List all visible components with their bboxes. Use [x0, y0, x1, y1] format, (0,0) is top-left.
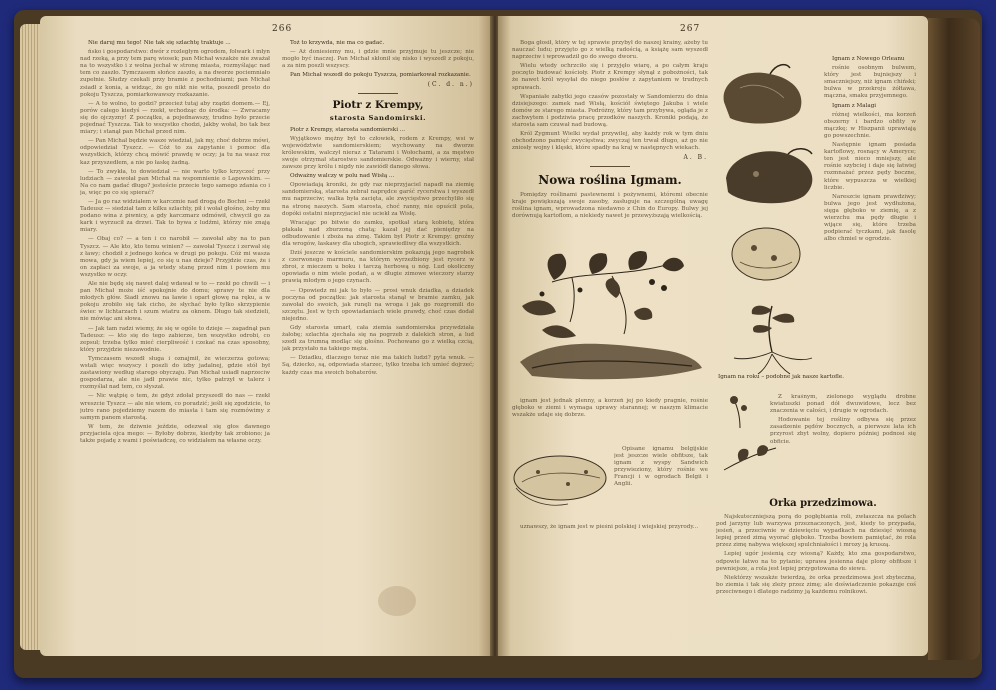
body-text: Gdy starosta umarł, cała ziemia sandomierska przywdziała żałobę; szlachta zjechała się na pogrzeb z dalekich stron, a lud szedł za trumną modląc się głośno. Pochowano go z wielką czcią, jak przystało na takiego męża.	[282, 325, 474, 353]
page-number-left: 266	[272, 24, 293, 34]
ignam-malaga-illustration	[716, 140, 828, 212]
body-text: — Opowiedz mi jak to było — prosi wnuk dziadka, a dziadek poczyna od początku: jak starosta stanął w bramie zamku, jak zawołał do swoich, jak runęli na wroga i jak go rozgromili do szczętu. Jest w tych opowiadaniach wiele prawdy, choć czas dodał niejedno.	[282, 287, 474, 322]
article-title: Piotr z Krempy,	[332, 98, 424, 111]
story-line: Nie daruj mu tego! Nie tak się szlachtę traktuje ...	[88, 40, 231, 46]
body-text: Król Zygmunt Wielki wydał przywilej, aby każdy rok w tym dniu obchodzono pamięć zwycięstwa; zwyczaj ten trwał długo, aż go nie zniosły wojny i klęski, które spadły na kraj w następnych wiekach.	[512, 131, 708, 152]
paper-stain	[378, 586, 416, 616]
body-text: — A to wolno, to godzi? przecież tutaj aby rządzi domem.— Ej, porów całego kiedyś — rzekł, wchodząc do środka: — Zwracamy się do ojczyzny! Z początku, a pojednawszy, trudno było przecie pojednać Tyszcza. Tak to wszystko chodzi, jakby wołał, bo tak bez miary; i stanął pan Michał przed nim.	[80, 100, 270, 136]
left-page-column-1	[80, 40, 270, 630]
article-line: Piotr z Krempy, starosta sandomierski ...	[290, 126, 406, 133]
body-text: — Obaj co? — a ten i co narobił — zawołał aby na to pan Tyszcz. — Ale kto, kto temu winien? — zawołał Tyszcz i zerwał się z ławy; chodził z jednego końca w drugi po pokoju. Cóż mi wasza mowa, gdy ja wiem lepiej, co się u nas dzieje? Przyjdzie czas, że i on zapłaci za swoje, a ja wtedy stanę przed nim i powiem mu wszystko w oczy.	[80, 236, 270, 278]
body-text: Ale nie będę się nawet dalej wdawał w to — rzekł po chwili — i pan Michał może iść spokojnie do domu; sprawy te nie dla młodych głów. Siadł znowu na ławie i oparł głowę na ręku, a w pokoju zrobiło się tak cicho, że słychać było tylko skrzypienie świec w lichtarzach i szum wiatru za oknem. Długo tak siedzieli, nie mówiąc ani słowa.	[80, 281, 270, 323]
body-text: ńsko i gospodarstwo: dwór z rozległym ogrodem, folwark i młyn nad rzeką, a przy tem parę wiosek; pan Michał wszakże nie zważał na to wszystko i z wolna jechał w stronę miasta, rozmyślając nad tem co zaszło. Tymczasem słońce zaszło, a na dworze pociemniało zupełnie. Słudzy czekali przy bramie z pochodniami; pan Michał zsiadł z konia, a widząc, że go nikt nie wita, poszedł prosto do pokoju Tyszcza, pomiarkowawszy rozkazanie.	[80, 49, 270, 98]
right-page-column-1-mid	[512, 398, 708, 436]
divider	[358, 93, 398, 94]
body-text: — Aż doniesiemy mu, i gdzie mnie przyjmuje tu jeszcze; nie mogło być inaczej. Pan Michał skłonił się nisko i wyszedł z pokoju, a za nim poszli wszyscy.	[282, 49, 474, 70]
body-text: Boga głosił, który w tej sprawie przybył do naszej krainy, ażeby tu nauczać ludu; przyjęto go z wielką radością, a książę sam wyszedł naprzeciw i wprowadził go do swego dworu.	[512, 40, 708, 61]
body-text: Hodowanie tej rośliny odbywa się przez zasadzenie pędów bocznych, a pierwsze lata ich przyrost zbyt wolny, dopiero później podnosi się obficie.	[770, 417, 916, 445]
body-text: ignam jest jednak plenny, a korzeń jej po kiedy pragnie, rośnie głęboko w ziemi i wymaga uprawy starannej; w naszym klimacie wszakże udaje się dobrze.	[512, 398, 708, 419]
body-text: Wspaniałe zabytki jego czasów pozostały w Sandomierzu do dnia dzisiejszego: zamek nad Wisłą, kościół świętego Jakuba i wiele domów ze starego miasta. Podróżny, który tam przybywa, ogląda je z zachwytem i podziwia pracę przodków naszych. Kroniki podają, że starosta sam czuwał nad budową.	[512, 93, 708, 129]
body-text: — Nic wątpię o tem, że gdyż zdołał przyszedł do nas — rzekł wreszcie Tyszcz — ale nie wiem, co poradzić; jeśli się zgodzicie, to jutro rano pojedziemy razem do miasta i tam się rozmówimy z samym panem starostą.	[80, 393, 270, 421]
section-title-orka: Orka przedzimowa.	[769, 498, 877, 509]
body-text: uznawszy, że ignam jest w pieśni polskiej i wiejskiej przyrody...	[520, 524, 699, 530]
book-cover-edge	[928, 18, 980, 660]
body-text: Niektórzy wszakże twierdzą, że orka przedzimowa jest zbyteczna, bo ziemia i tak się zleży przez zimę; ale doświadczenie pokazuje coś przeciwnego i dlatego radzimy ją każdemu rolnikowi.	[716, 574, 916, 595]
article-signature: A. B.	[683, 154, 708, 162]
body-text: Wyjątkowo mężny był to człowiek, rodem z Krempy, wsi w województwie sandomierskiem; wychowany na dworze królewskim, walczył nieraz z Tatarami i Wołochami, a za męstwo swoje otrzymał starostwo sandomierskie. Odważny i wierny, stał zawsze przy królu i nigdy nie zawiódł danego słowa.	[282, 135, 474, 171]
left-page-edges	[20, 24, 42, 650]
article-line: Odważny walczy w polu nad Wisłą ...	[290, 173, 395, 180]
body-text: — Pan Michał będzie wasze wiedział, jak my, choć dobrze mówi, odpowiedział Tyszcz. — Cóż to za zapytanie i pomoc dla wszystkich, którzy chcą mówić prawdę w oczy; ja tu na wasz roz kaz przyszedłem, a nie po łaskę żadną.	[80, 138, 270, 166]
body-text: Wielu wtedy ochrzciło się i przyjęło wiarę, a po całym kraju poczęto budować kościoły. Piotr z Krempy słynął z pobożności, tak że nawet król wysyłał do niego posłów z zapytaniem w trudnych sprawach.	[512, 63, 708, 91]
right-page-column-1-bottom	[512, 524, 708, 554]
body-text: Tymczasem wszedł sługa i oznajmił, że wieczerza gotowa; wstali więc wszyscy i poszli do izby jadalnej, gdzie stół był zastawiony według starego obyczaju. Pan Michał usiadł naprzeciw gospodarza, ale nie jadł prawie nic, tylko patrzył w talerz i rozmyślał nad tem, co słyszał.	[80, 355, 270, 391]
page-number-right: 267	[680, 24, 701, 34]
body-text: Lepiej ugór jesienią czy wiosną? Każdy, kto zna gospodarstwo, odpowie łatwo na to pytanie; uprawa jesienna daje plony obfitsze i pewniejsze, a rola jest lepiej przygotowana do siewu.	[716, 551, 916, 572]
body-text: różnej wielkości, ma korzeń obszerny i bardzo obfity w mączkę; w Hiszpanii uprawiają go powszechnie.	[824, 111, 916, 139]
ignam-tuber-round-illustration	[720, 218, 812, 288]
right-page-caption-row	[710, 374, 916, 390]
article-title-nowa-roslina: Nowa roślina Igmam.	[538, 172, 682, 187]
body-text: Opisane ignamu belgijskie jest jeszcze wiele obfitsze, tak ignam z wyspy Sandwich przywieziony, który rośnie we Francji i w ogrodach Belgii i Anglii.	[614, 446, 708, 488]
right-page-column-orka	[716, 514, 916, 644]
story-line: Pan Michał wszedł do pokoju Tyszcza, pomiarkował rozkazanie.	[290, 72, 471, 79]
body-text: Najskuteczniejszą porą do pogłębiania roli, zwłaszcza na polach pod jarzyny lub warzywa przeznaczonych, jest, kiedy to przypada, jesień, a przeciwnie w dziewięciu wypadkach na dziesięć wiosną lepiej przed zimą wyorać głęboko. Trzeba bowiem pamiętać, że rola przez zimę nabywa większej spulchniałości i mrozy ją kruszą.	[716, 514, 916, 549]
body-text: Pomiędzy roślinami pastewnemi i pożywnemi, któremi obecnie kraje powiększają swoje zasoby, zasługuje na szczególną uwagę roślina ignam, wprowadzona niedawno z Chin do Europy. Bulwy jej dorównują kartoflom, a niekiedy nawet je przewyższają wielkością.	[512, 191, 708, 219]
right-page-column-1-caption	[614, 446, 708, 526]
body-text: — Jak tam radzi wiemy, że się w ogóle to dzieje — zagadnął pan Tadeusz: — kto się do tego zabierze, ten wszystko odrobi, co zepsuł; trzeba tylko mieć cierpliwość i czekać na czas sposobny, który przyjdzie niezawodnie.	[80, 325, 270, 353]
sign-off: (C. d. n.)	[427, 81, 474, 89]
caption-new-orleans: Ignam z Nowego Orleanu	[832, 56, 905, 62]
body-text: W tem, że dziwnie jeździe, odezwał się głos dawnego przyjaciela ojca mego: — Byłoby dobrze, kiedyby tak zrobiono; ja także pojadę z wami i poświadczę, co widziałem na własne oczy.	[80, 423, 270, 444]
body-text: rośnie osobnym bulwem, który jest bujniejszy i smaczniejszy, niż ignam chiński; bulwa w przekroju żółtawa, mączna, smaku przyjemnego.	[824, 65, 916, 100]
left-page-column-2	[282, 40, 474, 640]
article-subtitle: starosta Sandomirski.	[329, 113, 427, 122]
right-page-column-2	[824, 56, 916, 386]
igmam-tuber-illustration	[508, 442, 612, 516]
igmam-plant-illustration	[512, 242, 708, 394]
body-text: Wracając po bitwie do zamku, spotkał starą kobietę, która płakała nad zburzoną chatą; kazał jej dać pieniędzy na odbudowanie i zboża na zimę. Takim był Piotr z Krempy: groźny dla wrogów, łaskawy dla ubogich, sprawiedliwy dla wszystkich.	[282, 219, 474, 247]
body-text: — To zwykła, to dowiedział — nie warto tylko krzyczeć przy ludziach — zawołał pan Michał na wspomnienie o Lapowskim. — Na co nam gadać długo? jesteście przecie tego samego zdania co i ja, więc po co się spierać?	[80, 168, 270, 196]
body-text: — Dziadku, dlaczego teraz nie ma takich ludzi? pyta wnuk. — Są, dziecko, są, odpowiada starzec, tylko trzeba ich umieć dojrzeć; każdy czas ma swoich bohaterów.	[282, 355, 474, 376]
body-text: Z kraśnym, zielonego wyglądu drobne kwiatuszki ponad dół dwuwidowe, lecz bez znaczenia w całości, i drugie w ogrodach.	[770, 394, 916, 415]
right-page-column-1-top	[512, 40, 708, 240]
body-text: Następnie ignam posiada kartoflowy, rosnący w Ameryce; ten jest nieco mniejszy, ale rośnie szybciej i daje się łatwiej rozmnażać przez pędy boczne, które wypuszcza w wielkiej liczbie.	[824, 142, 916, 191]
body-text: Nareszcie ignam prawdziwy; bulwa jego jest wydłużona, sięga głęboko w ziemię, a z wierzchu ma pędy długie i wijące się, które trzeba podpierać tyczkami, jak fasolę albo chmiel w ogrodzie.	[824, 193, 916, 243]
story-line: Toż to krzywda, nie ma co gadać.	[290, 40, 385, 46]
ignam-root-illustration	[728, 296, 818, 376]
body-text: Opowiadają kroniki, że gdy raz nieprzyjaciel napadł na ziemię sandomierską, starosta zebrał naprędce garść rycerstwa i wyszedł mu naprzeciw; walka była zacięta, ale zwycięstwo przechyliło się na stronę naszych. Sam starosta, choć ranny, nie opuścił pola, dopóki ostatni nieprzyjaciel nie uciekł za Wisłę.	[282, 182, 474, 217]
flower-sprig-illustration	[720, 392, 760, 432]
ignam-new-orleans-illustration	[710, 58, 822, 132]
caption-malaga: Ignam z Malagi	[832, 102, 877, 109]
left-page	[40, 16, 492, 656]
body-text: Dziś jeszcze w kościele sandomierskim pokazują jego nagrobek z czerwonego marmuru, na którym wyrzeźbiony jest rycerz w zbroi, z mieczem u boku i tarczą herbową u nóg. Lud okoliczny opowiada o nim wiele podań, a w długie zimowe wieczory starzy prawią młodym o jego czynach.	[282, 250, 474, 285]
right-page-column-2-lower	[770, 394, 916, 478]
divider	[590, 166, 630, 167]
body-text: — Ja go raz widziałem w karczmie nad drogą do Bochni — rzekł Tadeusz — siedział tam z kilku szlachty, pił i wołał głośno, żeby mu podano wina z piwnicy, a gdy karczmarz odmówił, chwycił go za kark i wyrzucił za drzwi. Tak to bywa z ludźmi, którzy nie znają miary.	[80, 198, 270, 234]
right-page	[498, 16, 928, 656]
caption-roku: Ignam na roku – podobne jak nasze kartofle.	[718, 374, 844, 380]
